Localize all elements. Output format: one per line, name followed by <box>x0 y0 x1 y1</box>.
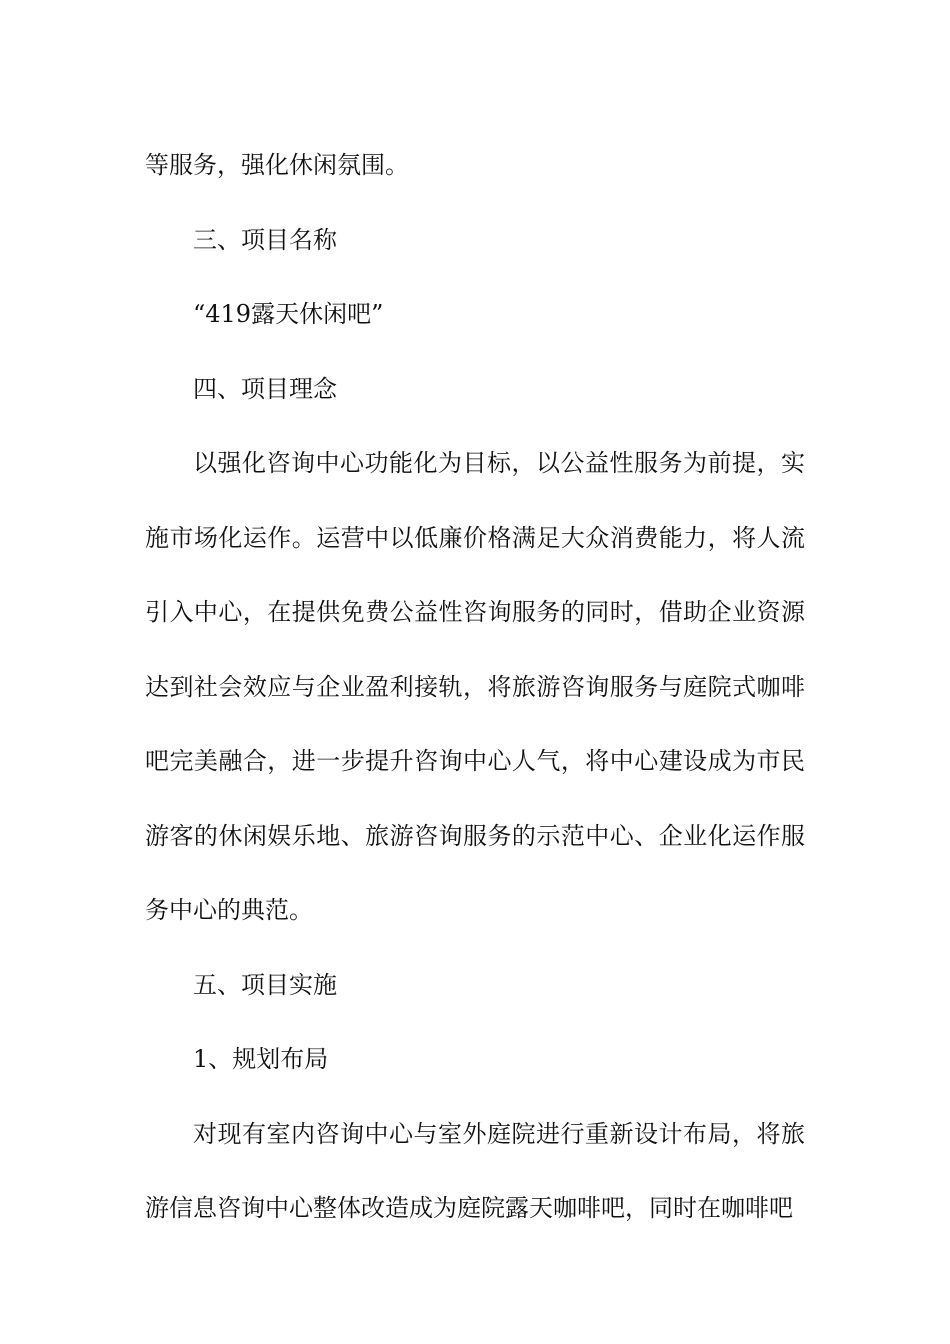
document-body <box>145 128 805 1246</box>
project-name-text: “419露天休闲吧” <box>193 300 384 328</box>
paragraph-continuation: 等服务，强化休闲氛围。 <box>145 151 409 179</box>
section-heading-project-implementation: 五、项目实施 <box>193 970 337 999</box>
layout-planning-paragraph: 对现有室内咨询中心与室外庭院进行重新设计布局，将旅游信息咨询中心整体改造成为庭院露天咖啡吧，同时在咖啡吧 <box>145 1119 805 1222</box>
project-concept-paragraph: 以强化咨询中心功能化为目标，以公益性服务为前提，实施市场化运作。运营中以低廉价格满足大众消费能力，将人流引入中心，在提供免费公益性咨询服务的同时，借助企业资源达到社会效应与企业盈利接轨，将旅游咨询服务与庭院式咖啡吧完美融合，进一步提升咨询中心人气，将中心建设成为市民游客的休闲娱乐地、旅游咨询服务的示范中心、企业化运作服务中心的典范。 <box>145 449 805 924</box>
subsection-heading-layout-planning: 1、规划布局 <box>193 1045 329 1073</box>
section-heading-project-name: 三、项目名称 <box>193 225 337 254</box>
section-heading-project-concept: 四、项目理念 <box>193 374 337 403</box>
